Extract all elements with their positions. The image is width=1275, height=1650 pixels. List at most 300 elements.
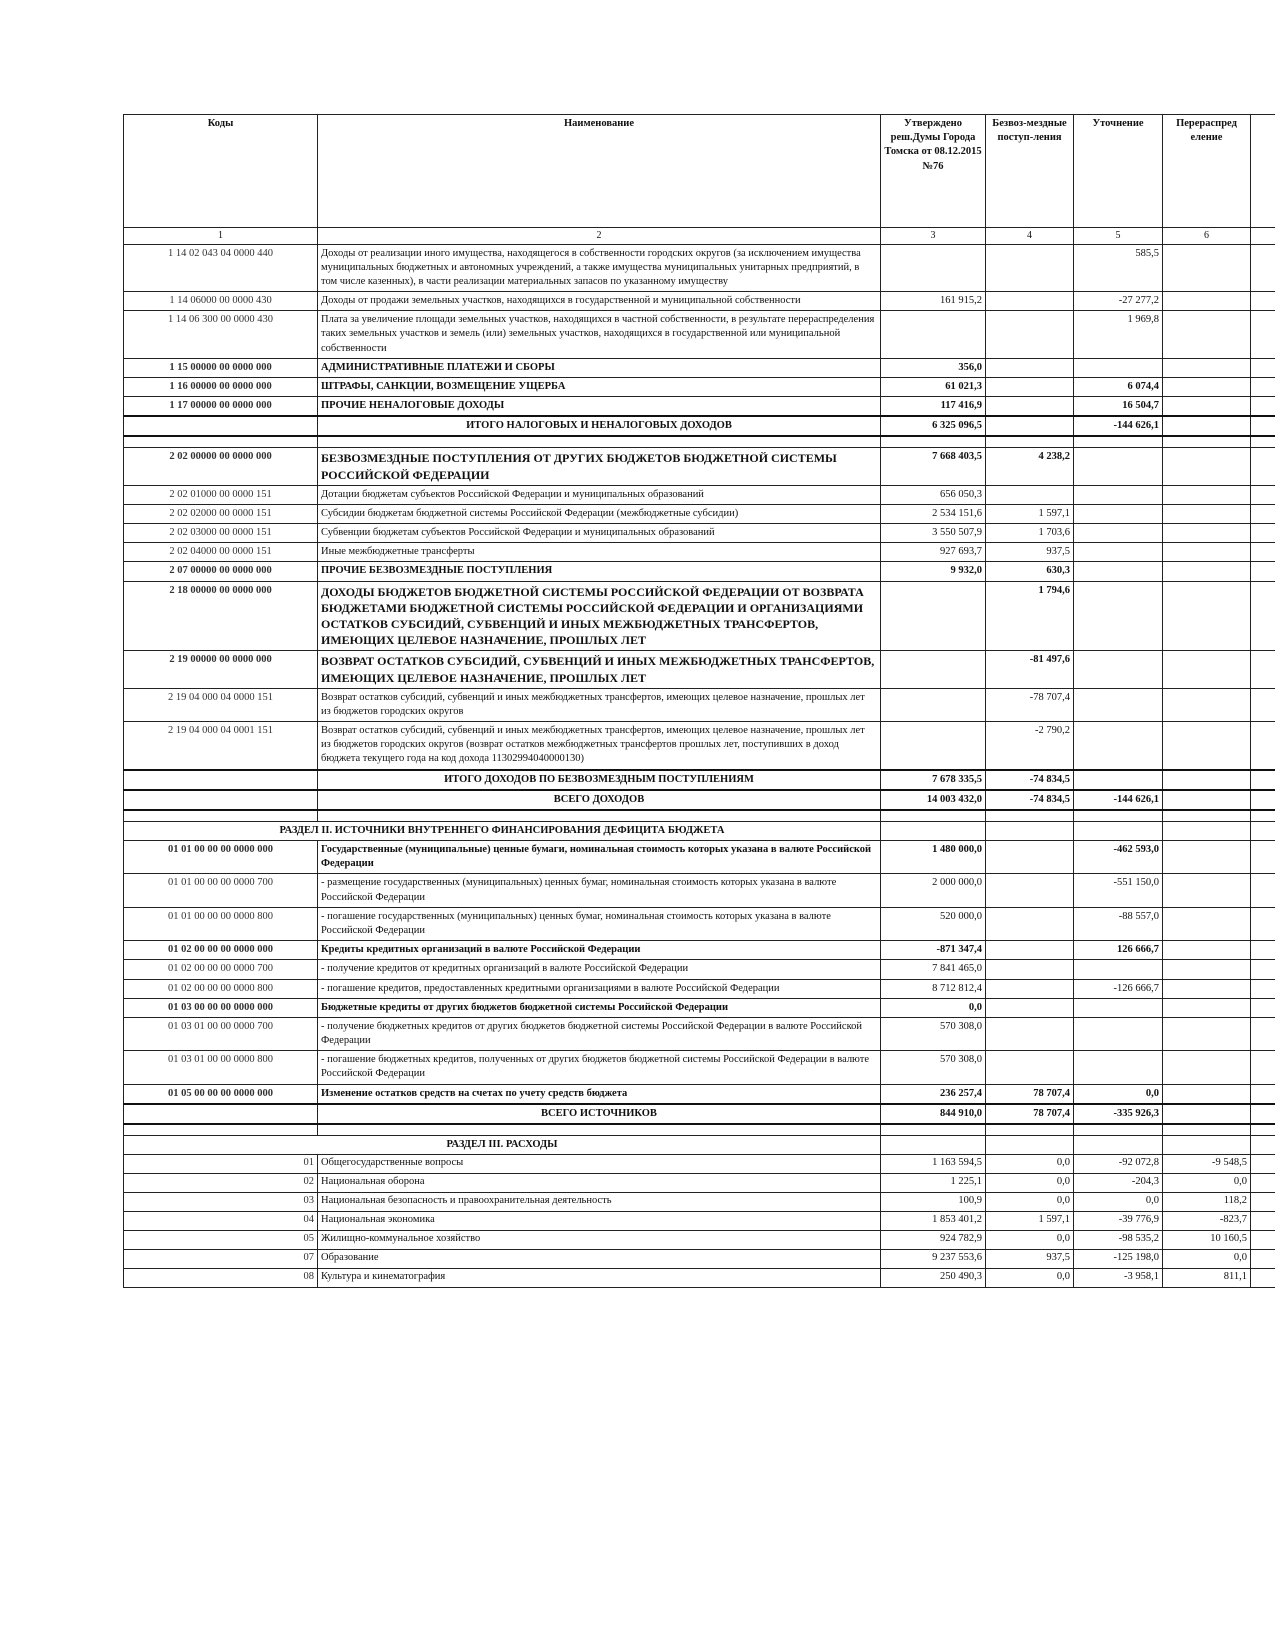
row-value-redistribution [1163,485,1251,504]
row-value-approved: 844 910,0 [881,1104,986,1124]
table-row [124,448,1275,485]
row-value-redistribution [1163,841,1251,874]
row-value-approved: 6 325 096,5 [881,416,986,436]
spacer-row [124,1124,1275,1136]
row-code: 2 19 00000 00 0000 000 [124,651,318,688]
row-edge [1251,1212,1275,1231]
row-value-gratuitous [986,960,1074,979]
row-value-approved [881,651,986,688]
table-row [124,377,1275,396]
row-code [124,790,318,810]
row-value-clarification: 16 504,7 [1074,397,1163,417]
row-value-approved: 0,0 [881,998,986,1017]
row-edge [1251,770,1275,790]
colnum: 1 [124,228,318,245]
row-code: 1 17 00000 00 0000 000 [124,397,318,417]
row-value-clarification: -144 626,1 [1074,790,1163,810]
row-value-gratuitous: 0,0 [986,1174,1074,1193]
row-value-redistribution [1163,1017,1251,1050]
row-value-approved: 356,0 [881,358,986,377]
row-value-gratuitous: 0,0 [986,1193,1074,1212]
row-value-gratuitous [986,311,1074,359]
row-value-approved [881,436,986,448]
row-edge [1251,1155,1275,1174]
header-approved: Утверждено реш.Думы Города Томска от 08.12.2015 №76 [881,115,986,228]
table-row [124,358,1275,377]
row-edge [1251,1193,1275,1212]
row-value-gratuitous [986,244,1074,292]
row-code [124,416,318,436]
row-value-approved: 61 021,3 [881,377,986,396]
row-value-approved: 14 003 432,0 [881,790,986,810]
row-value-approved [881,244,986,292]
row-value-gratuitous: 1 597,1 [986,504,1074,523]
row-code: 01 [124,1155,318,1174]
row-value-redistribution: 10 160,5 [1163,1231,1251,1250]
row-value-clarification [1074,562,1163,581]
row-code: 1 14 06 300 00 0000 430 [124,311,318,359]
row-value-redistribution: 0,0 [1163,1250,1251,1269]
row-value-redistribution [1163,874,1251,907]
colnum: 2 [318,228,881,245]
colnum: 3 [881,228,986,245]
row-name: Национальная безопасность и правоохранительная деятельность [318,1193,881,1212]
row-name: Дотации бюджетам субъектов Российской Федерации и муниципальных образований [318,485,881,504]
row-value-approved: 117 416,9 [881,397,986,417]
table-row [124,907,1275,940]
row-name: Жилищно-коммунальное хозяйство [318,1231,881,1250]
row-value-redistribution [1163,581,1251,651]
row-code: 03 [124,1193,318,1212]
row-value-gratuitous: 78 707,4 [986,1084,1074,1104]
row-edge [1251,543,1275,562]
row-value-approved: 2 534 151,6 [881,504,986,523]
row-value-redistribution [1163,436,1251,448]
row-value-redistribution [1163,292,1251,311]
row-edge [1251,311,1275,359]
table-row [124,998,1275,1017]
table-row [124,562,1275,581]
row-code: 01 02 00 00 00 0000 800 [124,979,318,998]
table-row [124,651,1275,688]
header-redistribution: Перераспред еление [1163,115,1251,228]
row-value-clarification [1074,1051,1163,1084]
row-name: Доходы от продажи земельных участков, находящихся в государственной и муниципальной собственности [318,292,881,311]
row-value-clarification: -27 277,2 [1074,292,1163,311]
row-value-approved: 927 693,7 [881,543,986,562]
row-code: 2 02 01000 00 0000 151 [124,485,318,504]
row-value-clarification [1074,688,1163,721]
row-value-redistribution: -823,7 [1163,1212,1251,1231]
row-value-clarification: -125 198,0 [1074,1250,1163,1269]
row-value-redistribution [1163,448,1251,485]
row-value-gratuitous: 0,0 [986,1269,1074,1288]
row-value-approved: 100,9 [881,1193,986,1212]
row-value-clarification [1074,448,1163,485]
row-value-redistribution [1163,960,1251,979]
row-name: Бюджетные кредиты от других бюджетов бюджетной системы Российской Федерации [318,998,881,1017]
row-value-redistribution [1163,504,1251,523]
row-value-clarification [1074,998,1163,1017]
row-value-gratuitous [986,1051,1074,1084]
row-value-clarification: -335 926,3 [1074,1104,1163,1124]
row-value-redistribution [1163,979,1251,998]
table-row [124,1104,1275,1124]
section2-title-row [124,821,1275,840]
section3-title-row [124,1135,1275,1154]
row-value-gratuitous [986,874,1074,907]
row-value-gratuitous [986,841,1074,874]
header-name: Наименование [318,115,881,228]
row-name: ВОЗВРАТ ОСТАТКОВ СУБСИДИЙ, СУБВЕНЦИЙ И ИНЫХ МЕЖБЮДЖЕТНЫХ ТРАНСФЕРТОВ, ИМЕЮЩИХ ЦЕЛЕВОЕ НАЗНАЧЕНИЕ, ПРОШЛЫХ ЛЕТ [318,651,881,688]
row-code: 01 01 00 00 00 0000 000 [124,841,318,874]
row-value-gratuitous [986,397,1074,417]
table-row [124,292,1275,311]
row-value-approved [881,688,986,721]
row-edge [1251,1250,1275,1269]
table-row [124,244,1275,292]
row-edge [1251,524,1275,543]
row-edge [1251,562,1275,581]
budget-table-sheet [123,114,1275,1288]
colnum-edge [1251,228,1275,245]
row-value-approved: 1 853 401,2 [881,1212,986,1231]
row-value-clarification [1074,358,1163,377]
row-edge [1251,941,1275,960]
row-edge [1251,960,1275,979]
row-edge [1251,1084,1275,1104]
table-row [124,960,1275,979]
row-value-clarification [1074,581,1163,651]
row-name: - погашение бюджетных кредитов, полученных от других бюджетов бюджетной системы Российской Федерации в валюте Российской Федерации [318,1051,881,1084]
row-code: 05 [124,1231,318,1250]
sources-section [124,841,1275,1124]
row-name: Субвенции бюджетам субъектов Российской Федерации и муниципальных образований [318,524,881,543]
row-name: Общегосударственные вопросы [318,1155,881,1174]
row-value-approved: 570 308,0 [881,1051,986,1084]
header-edge [1251,115,1275,228]
table-row [124,1193,1275,1212]
row-edge [1251,998,1275,1017]
row-value-clarification: -92 072,8 [1074,1155,1163,1174]
row-value-gratuitous [986,416,1074,436]
table-row [124,1269,1275,1288]
row-code: 01 02 00 00 00 0000 000 [124,941,318,960]
row-edge [1251,1017,1275,1050]
income-section [124,244,1275,810]
row-edge [1251,377,1275,396]
table-row [124,874,1275,907]
row-value-redistribution [1163,524,1251,543]
row-edge [1251,1231,1275,1250]
row-value-approved: 2 000 000,0 [881,874,986,907]
row-value-approved: 570 308,0 [881,1017,986,1050]
row-value-gratuitous: 0,0 [986,1155,1074,1174]
table-row [124,688,1275,721]
table-row [124,524,1275,543]
row-code: 1 14 06000 00 0000 430 [124,292,318,311]
table-row [124,581,1275,651]
row-name: - размещение государственных (муниципальных) ценных бумаг, номинальная стоимость которых указана в валюте Российской Федерации [318,874,881,907]
row-value-redistribution [1163,377,1251,396]
row-name: ДОХОДЫ БЮДЖЕТОВ БЮДЖЕТНОЙ СИСТЕМЫ РОССИЙСКОЙ ФЕДЕРАЦИИ ОТ ВОЗВРАТА БЮДЖЕТАМИ БЮДЖЕТНОЙ СИСТЕМЫ РОССИЙСКОЙ ФЕДЕРАЦИИ И ОРГАНИЗАЦИЯМИ ОСТАТКОВ СУБСИДИЙ, СУБВЕНЦИЙ И ИНЫХ МЕЖБЮДЖЕТНЫХ ТРАНСФЕРТОВ, ИМЕЮЩИХ ЦЕЛЕВОЕ НАЗНАЧЕНИЕ, ПРОШЛЫХ ЛЕТ [318,581,881,651]
row-name: - получение бюджетных кредитов от других бюджетов бюджетной системы Российской Федерации в валюте Российской Федерации [318,1017,881,1050]
row-value-gratuitous [986,292,1074,311]
row-value-redistribution: -9 548,5 [1163,1155,1251,1174]
row-name: Образование [318,1250,881,1269]
row-code: 1 14 02 043 04 0000 440 [124,244,318,292]
row-value-gratuitous [986,979,1074,998]
row-value-redistribution [1163,770,1251,790]
section2-title: РАЗДЕЛ II. ИСТОЧНИКИ ВНУТРЕННЕГО ФИНАНСИРОВАНИЯ ДЕФИЦИТА БЮДЖЕТА [124,821,881,840]
row-value-clarification: -39 776,9 [1074,1212,1163,1231]
table-row [124,1017,1275,1050]
row-value-redistribution [1163,311,1251,359]
row-code: 01 03 01 00 00 0000 700 [124,1017,318,1050]
table-row [124,1212,1275,1231]
row-edge [1251,688,1275,721]
table-row [124,770,1275,790]
row-edge [1251,874,1275,907]
section2-heading [124,810,1275,841]
table-row [124,311,1275,359]
row-value-gratuitous: -74 834,5 [986,770,1074,790]
row-edge [1251,416,1275,436]
row-value-approved: 9 932,0 [881,562,986,581]
row-value-gratuitous: 0,0 [986,1231,1074,1250]
row-edge [1251,651,1275,688]
row-value-redistribution: 811,1 [1163,1269,1251,1288]
row-value-clarification: -462 593,0 [1074,841,1163,874]
row-value-approved: 656 050,3 [881,485,986,504]
expenses-section [124,1155,1275,1288]
table-row [124,1051,1275,1084]
row-value-approved: 520 000,0 [881,907,986,940]
row-code: 01 01 00 00 00 0000 700 [124,874,318,907]
row-value-clarification: 585,5 [1074,244,1163,292]
row-edge [1251,448,1275,485]
colnum: 6 [1163,228,1251,245]
row-value-redistribution [1163,1051,1251,1084]
row-name: Кредиты кредитных организаций в валюте Российской Федерации [318,941,881,960]
row-value-approved: 7 678 335,5 [881,770,986,790]
row-value-clarification: 126 666,7 [1074,941,1163,960]
row-name: Возврат остатков субсидий, субвенций и иных межбюджетных трансфертов, имеющих целевое назначение, прошлых лет из бюджетов городских округов (возврат остатков межбюджетных трансфертов прошлых лет, поступивших в доход бюджета текущего года на код дохода 11302994040000130) [318,722,881,770]
row-code: 2 18 00000 00 0000 000 [124,581,318,651]
row-name: Плата за увеличение площади земельных участков, находящихся в частной собственности, в результате перераспределения таких земельных участков и земель (или) земельных участков, находящихся в государственной или муниципальной собственности [318,311,881,359]
header-clarification: Уточнение [1074,115,1163,228]
row-value-approved [881,722,986,770]
row-value-approved [881,581,986,651]
row-edge [1251,1104,1275,1124]
row-name: Доходы от реализации иного имущества, находящегося в собственности городских округов (за исключением имущества муниципальных бюджетных и автономных учреждений, а также имущества муниципальных унитарных предприятий, в том числе казенных), в части реализации материальных запасов по указанному имуществу [318,244,881,292]
budget-table [123,114,1275,1288]
row-value-clarification: 6 074,4 [1074,377,1163,396]
table-row [124,543,1275,562]
row-code: 2 02 02000 00 0000 151 [124,504,318,523]
row-value-gratuitous: -78 707,4 [986,688,1074,721]
row-value-clarification: 0,0 [1074,1084,1163,1104]
row-name: ИТОГО НАЛОГОВЫХ И НЕНАЛОГОВЫХ ДОХОДОВ [318,416,881,436]
row-value-approved: 161 915,2 [881,292,986,311]
header-codes: Коды [124,115,318,228]
row-value-gratuitous [986,998,1074,1017]
row-edge [1251,397,1275,417]
row-value-approved: 924 782,9 [881,1231,986,1250]
row-value-gratuitous: 937,5 [986,543,1074,562]
row-edge [1251,722,1275,770]
row-code: 01 02 00 00 00 0000 700 [124,960,318,979]
table-row [124,941,1275,960]
row-value-gratuitous: -2 790,2 [986,722,1074,770]
row-edge [1251,1269,1275,1288]
row-edge [1251,907,1275,940]
row-value-clarification: -98 535,2 [1074,1231,1163,1250]
row-edge [1251,244,1275,292]
row-name: Национальная оборона [318,1174,881,1193]
row-value-gratuitous: -81 497,6 [986,651,1074,688]
row-name: - погашение кредитов, предоставленных кредитными организациями в валюте Российской Федерации [318,979,881,998]
row-value-approved: 7 841 465,0 [881,960,986,979]
row-edge [1251,1051,1275,1084]
row-value-gratuitous: 78 707,4 [986,1104,1074,1124]
row-value-gratuitous [986,377,1074,396]
row-name: Иные межбюджетные трансферты [318,543,881,562]
row-name: Изменение остатков средств на счетах по учету средств бюджета [318,1084,881,1104]
row-name [318,436,881,448]
row-value-redistribution [1163,907,1251,940]
row-code [124,1104,318,1124]
row-value-gratuitous: 1 597,1 [986,1212,1074,1231]
row-value-redistribution [1163,416,1251,436]
row-code: 2 02 03000 00 0000 151 [124,524,318,543]
row-name: Культура и кинематография [318,1269,881,1288]
row-value-approved: 1 480 000,0 [881,841,986,874]
colnum: 5 [1074,228,1163,245]
row-code: 01 03 01 00 00 0000 800 [124,1051,318,1084]
row-code: 2 02 00000 00 0000 000 [124,448,318,485]
table-row [124,1174,1275,1193]
row-edge [1251,1174,1275,1193]
row-edge [1251,504,1275,523]
row-value-clarification [1074,543,1163,562]
row-value-redistribution [1163,941,1251,960]
row-value-redistribution [1163,244,1251,292]
row-value-approved: 3 550 507,9 [881,524,986,543]
table-row [124,485,1275,504]
row-value-clarification: 1 969,8 [1074,311,1163,359]
row-value-clarification: -551 150,0 [1074,874,1163,907]
row-code: 2 07 00000 00 0000 000 [124,562,318,581]
row-value-clarification [1074,436,1163,448]
row-value-approved: 7 668 403,5 [881,448,986,485]
row-value-redistribution [1163,651,1251,688]
row-code [124,770,318,790]
row-name: ВСЕГО ИСТОЧНИКОВ [318,1104,881,1124]
row-value-clarification [1074,504,1163,523]
row-value-clarification: -88 557,0 [1074,907,1163,940]
row-code: 2 19 04 000 04 0001 151 [124,722,318,770]
table-row [124,436,1275,448]
row-name: ПРОЧИЕ НЕНАЛОГОВЫЕ ДОХОДЫ [318,397,881,417]
row-code [124,436,318,448]
row-edge [1251,485,1275,504]
row-code: 07 [124,1250,318,1269]
row-value-gratuitous: 4 238,2 [986,448,1074,485]
row-value-gratuitous: 1 794,6 [986,581,1074,651]
row-value-gratuitous [986,358,1074,377]
table-row [124,416,1275,436]
row-value-approved: 8 712 812,4 [881,979,986,998]
row-name: ШТРАФЫ, САНКЦИИ, ВОЗМЕЩЕНИЕ УЩЕРБА [318,377,881,396]
row-value-redistribution: 0,0 [1163,1174,1251,1193]
row-value-redistribution [1163,790,1251,810]
row-name: ПРОЧИЕ БЕЗВОЗМЕЗДНЫЕ ПОСТУПЛЕНИЯ [318,562,881,581]
row-value-clarification: -144 626,1 [1074,416,1163,436]
row-code: 2 19 04 000 04 0000 151 [124,688,318,721]
row-code: 01 01 00 00 00 0000 800 [124,907,318,940]
row-value-approved [881,311,986,359]
section3-heading [124,1124,1275,1155]
row-name: Субсидии бюджетам бюджетной системы Российской Федерации (межбюджетные субсидии) [318,504,881,523]
row-code: 04 [124,1212,318,1231]
row-value-gratuitous [986,1017,1074,1050]
row-name: АДМИНИСТРАТИВНЫЕ ПЛАТЕЖИ И СБОРЫ [318,358,881,377]
row-value-clarification [1074,770,1163,790]
colnum: 4 [986,228,1074,245]
row-value-redistribution [1163,722,1251,770]
row-value-clarification [1074,960,1163,979]
table-row [124,790,1275,810]
row-value-redistribution [1163,543,1251,562]
section3-title: РАЗДЕЛ III. РАСХОДЫ [124,1135,881,1154]
row-code: 1 16 00000 00 0000 000 [124,377,318,396]
spacer-row [124,810,1275,822]
table-row [124,1084,1275,1104]
row-value-gratuitous [986,485,1074,504]
row-code: 08 [124,1269,318,1288]
row-value-clarification [1074,524,1163,543]
row-name: - получение кредитов от кредитных организаций в валюте Российской Федерации [318,960,881,979]
row-value-redistribution [1163,358,1251,377]
row-value-gratuitous: 937,5 [986,1250,1074,1269]
row-code: 2 02 04000 00 0000 151 [124,543,318,562]
row-code: 01 03 00 00 00 0000 000 [124,998,318,1017]
row-edge [1251,436,1275,448]
header-row [124,115,1275,228]
table-row [124,1231,1275,1250]
row-value-clarification [1074,651,1163,688]
row-value-clarification: -126 666,7 [1074,979,1163,998]
row-name: - погашение государственных (муниципальных) ценных бумаг, номинальная стоимость которых указана в валюте Российской Федерации [318,907,881,940]
column-number-row [124,228,1275,245]
row-edge [1251,292,1275,311]
table-row [124,722,1275,770]
table-row [124,979,1275,998]
row-value-redistribution [1163,1104,1251,1124]
row-value-gratuitous: -74 834,5 [986,790,1074,810]
row-value-approved: 250 490,3 [881,1269,986,1288]
row-value-approved: 9 237 553,6 [881,1250,986,1269]
table-row [124,1250,1275,1269]
row-value-clarification [1074,1017,1163,1050]
row-value-clarification [1074,722,1163,770]
header-gratuitous: Безвоз-мездные поступ-ления [986,115,1074,228]
row-edge [1251,790,1275,810]
row-value-redistribution [1163,397,1251,417]
row-name: ИТОГО ДОХОДОВ ПО БЕЗВОЗМЕЗДНЫМ ПОСТУПЛЕНИЯМ [318,770,881,790]
row-name: Национальная экономика [318,1212,881,1231]
